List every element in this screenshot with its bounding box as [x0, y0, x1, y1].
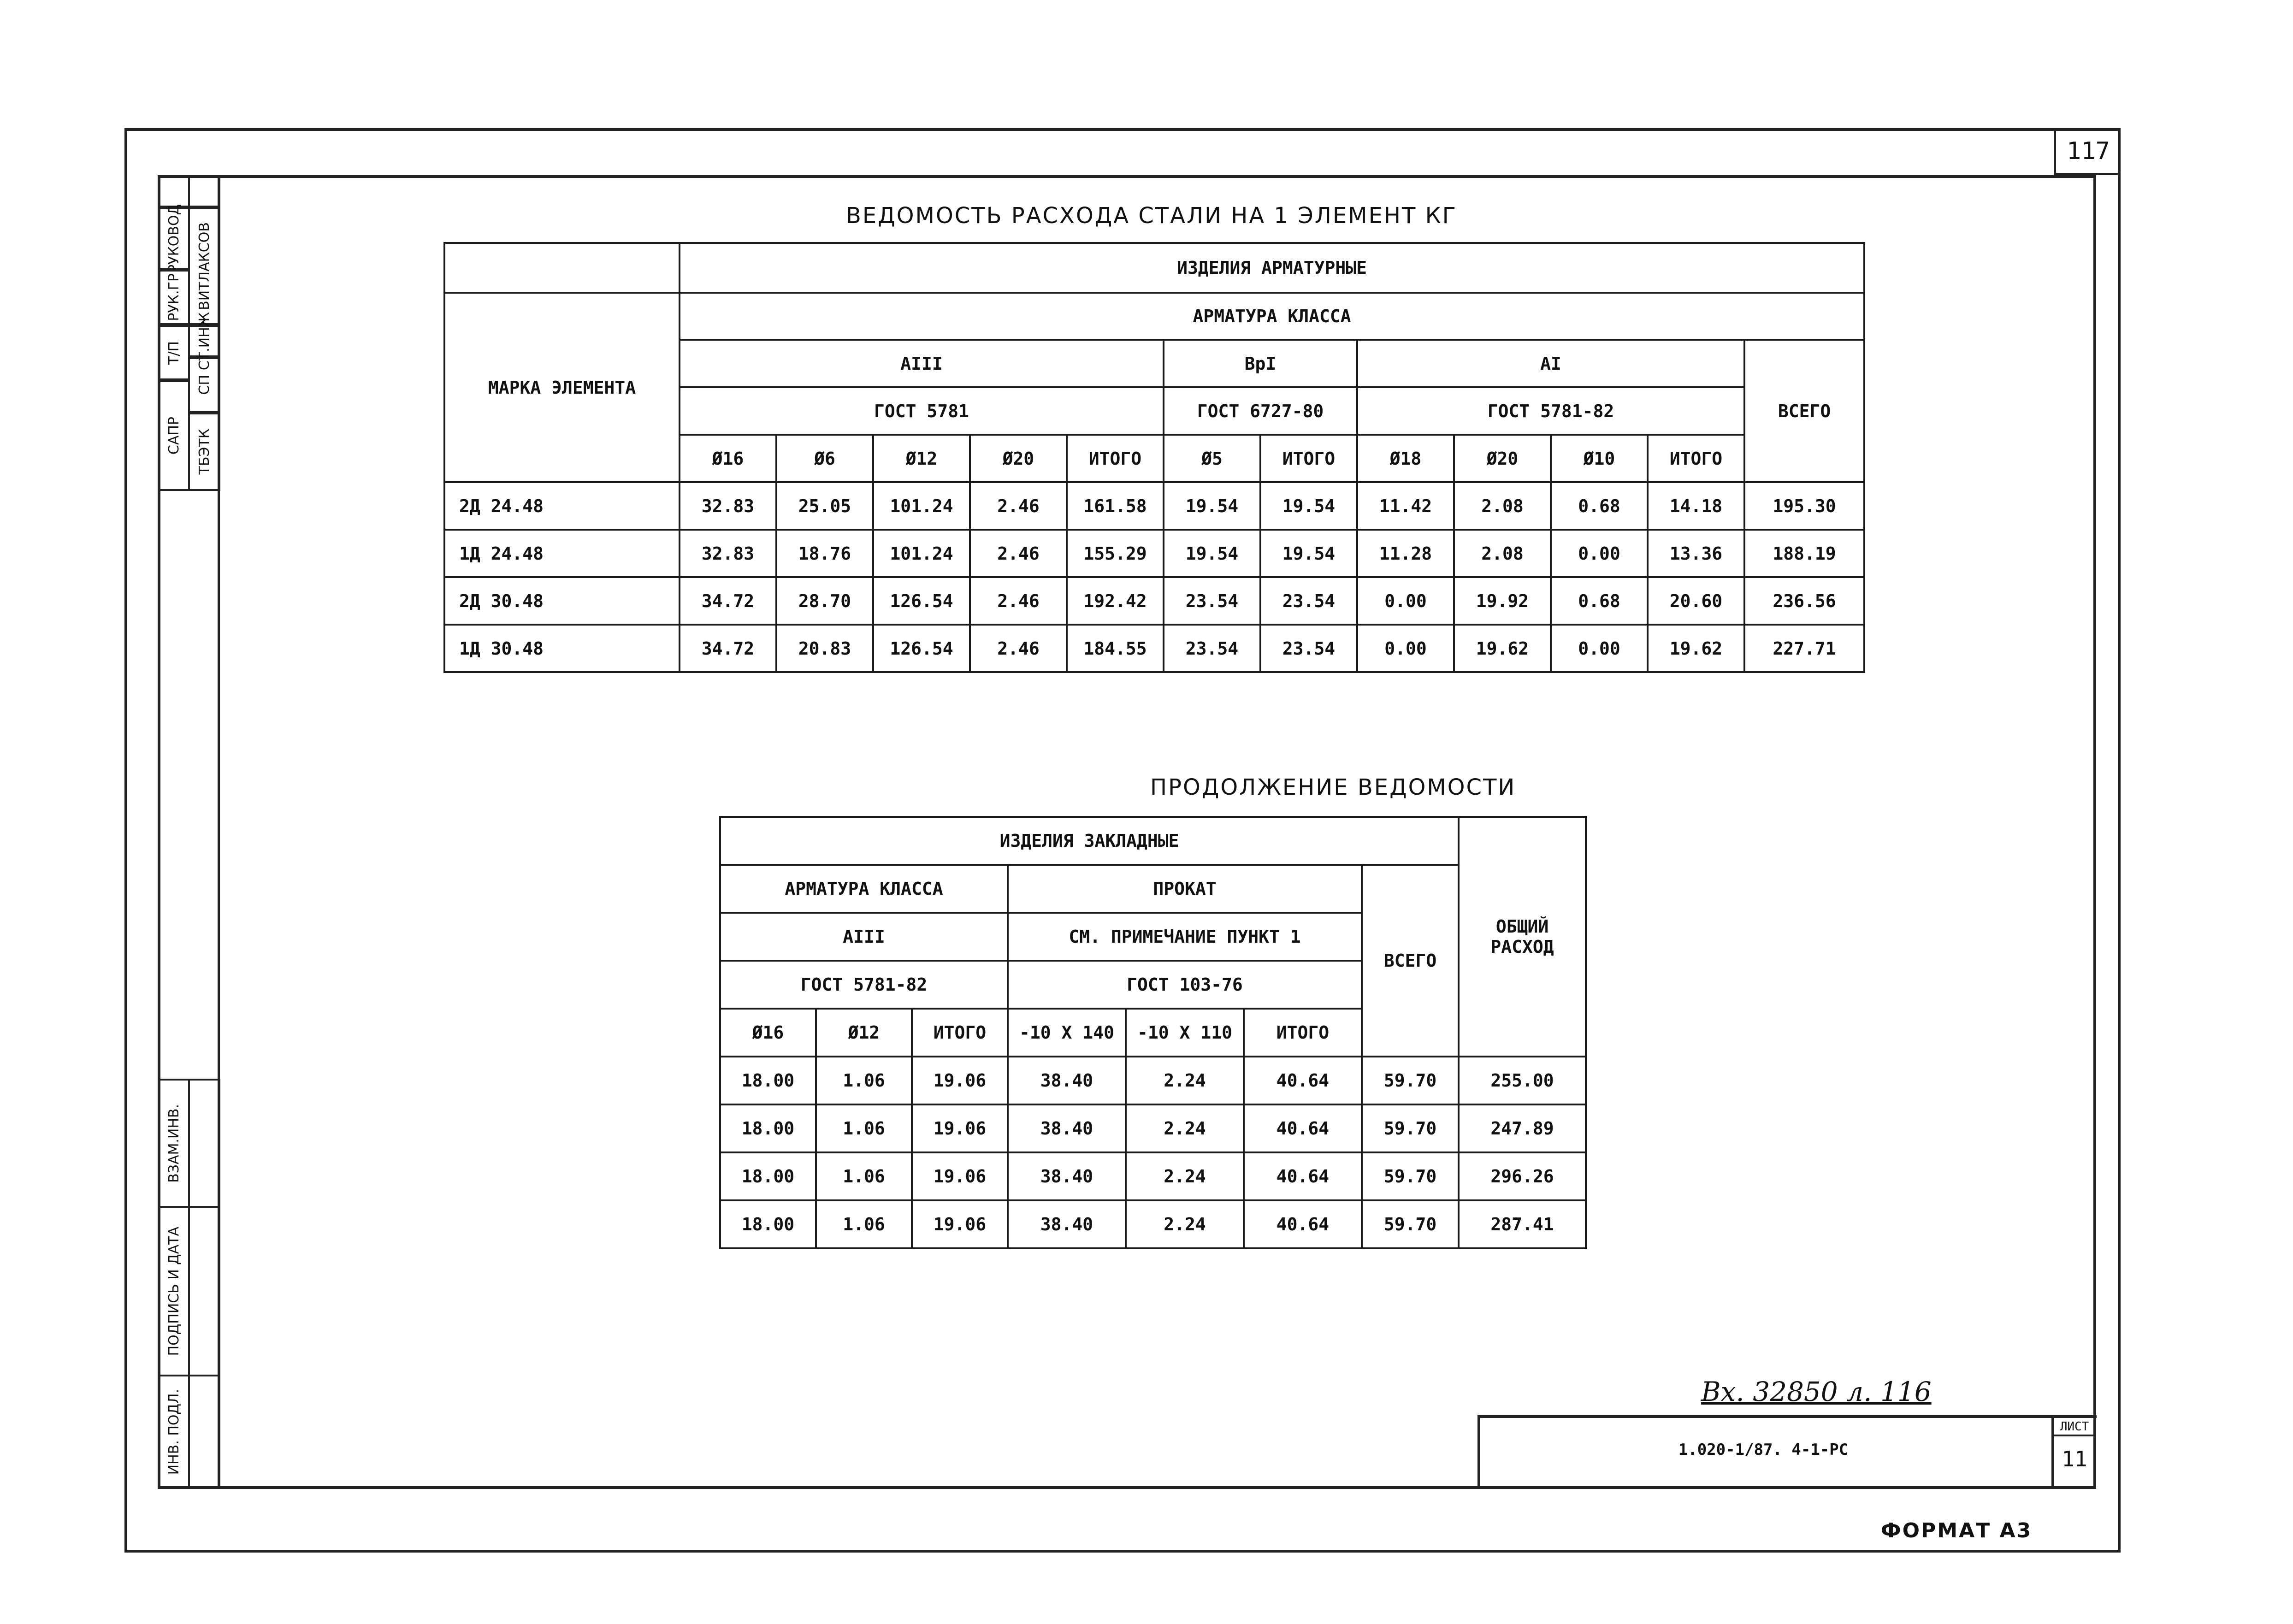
cell: 2.24	[1126, 1057, 1244, 1104]
cell: 23.54	[1164, 577, 1260, 625]
stamp-blank	[188, 1375, 220, 1489]
table-row	[444, 482, 1864, 530]
cell: 38.40	[1008, 1152, 1126, 1200]
cell: 192.42	[1067, 577, 1164, 625]
cell: 40.64	[1244, 1152, 1362, 1200]
cell: 23.54	[1260, 625, 1357, 672]
cell: 2.08	[1454, 530, 1551, 577]
cell: 19.92	[1454, 577, 1551, 625]
column-header: Ø10	[1551, 435, 1648, 482]
handwritten-note: Вх. 32850 л. 116	[1701, 1376, 1932, 1407]
cell: 59.70	[1362, 1200, 1459, 1248]
cell: 2.24	[1126, 1152, 1244, 1200]
stamp-cell	[158, 380, 190, 491]
stamp-text: ИНВ. ПОДЛ.	[165, 1388, 182, 1475]
group2-gost: ГОСТ 6727-80	[1164, 387, 1357, 435]
cell: 1.06	[816, 1200, 912, 1248]
cell: 19.06	[912, 1057, 1008, 1104]
sheet-number: 117	[2054, 128, 2121, 175]
cell-total: 227.71	[1744, 625, 1864, 672]
group2-class: ВрI	[1164, 340, 1357, 387]
header-products: ИЗДЕЛИЯ ЗАКЛАДНЫЕ	[720, 817, 1459, 865]
cell: 1.06	[816, 1152, 912, 1200]
table-row	[720, 1152, 1586, 1200]
gost-rolled: ГОСТ 103-76	[1008, 961, 1362, 1009]
stamp-cell	[188, 357, 220, 413]
cell: 0.68	[1551, 482, 1648, 530]
cell: 19.62	[1648, 625, 1744, 672]
cell: 18.00	[720, 1057, 816, 1104]
cell: 155.29	[1067, 530, 1164, 577]
cell: 2.24	[1126, 1200, 1244, 1248]
cell: 2.46	[970, 482, 1067, 530]
stamp-cell	[158, 1079, 190, 1208]
column-header: ИТОГО	[1067, 435, 1164, 482]
cell: 38.40	[1008, 1200, 1126, 1248]
cell: 18.00	[720, 1200, 816, 1248]
rolled-note: СМ. ПРИМЕЧАНИЕ ПУНКТ 1	[1008, 913, 1362, 961]
group1-class: АIII	[680, 340, 1164, 387]
column-header: Ø6	[776, 435, 873, 482]
cell: 18.00	[720, 1152, 816, 1200]
group1-gost: ГОСТ 5781	[680, 387, 1164, 435]
cell: 23.54	[1260, 577, 1357, 625]
column-header: -10 X 140	[1008, 1009, 1126, 1057]
column-header: ИТОГО	[912, 1009, 1008, 1057]
column-header: Ø20	[970, 435, 1067, 482]
column-header: Ø5	[1164, 435, 1260, 482]
cell: 2.24	[1126, 1104, 1244, 1152]
continuation-title: ПРОДОЛЖЕНИЕ ВЕДОМОСТИ	[1150, 774, 1516, 800]
table-row	[444, 577, 1864, 625]
cell: 32.83	[680, 482, 776, 530]
cell: 19.06	[912, 1152, 1008, 1200]
header-class: АРМАТУРА КЛАССА	[720, 865, 1008, 913]
table-row	[444, 530, 1864, 577]
cell: 59.70	[1362, 1104, 1459, 1152]
stamp-text: САПР	[165, 416, 182, 455]
cell: 126.54	[873, 625, 970, 672]
header-rolled: ПРОКАТ	[1008, 865, 1362, 913]
stamp-blank-2	[188, 175, 220, 207]
cell: 59.70	[1362, 1057, 1459, 1104]
table-row	[444, 625, 1864, 672]
row-mark: 2Д 30.48	[444, 577, 680, 625]
row-mark: 1Д 30.48	[444, 625, 680, 672]
group3-gost: ГОСТ 5781-82	[1357, 387, 1744, 435]
cell: 0.00	[1551, 530, 1648, 577]
cell: 19.54	[1164, 530, 1260, 577]
column-header: Ø20	[1454, 435, 1551, 482]
stamp-cell	[158, 270, 190, 325]
document-code: 1.020-1/87. 4-1-РС	[1678, 1441, 1849, 1459]
column-header: Ø12	[873, 435, 970, 482]
stamp-text: ВИТЛАКСОВ	[196, 222, 213, 310]
cell-overall: 287.41	[1459, 1200, 1586, 1248]
cell: 0.00	[1551, 625, 1648, 672]
cell: 1.06	[816, 1104, 912, 1152]
cell: 34.72	[680, 577, 776, 625]
row-mark: 2Д 24.48	[444, 482, 680, 530]
cell: 11.28	[1357, 530, 1454, 577]
stamp-cell	[188, 207, 220, 325]
format-label: ФОРМАТ А3	[1881, 1519, 2033, 1542]
cell: 28.70	[776, 577, 873, 625]
row-mark: 1Д 24.48	[444, 530, 680, 577]
cell: 19.06	[912, 1200, 1008, 1248]
column-header: ИТОГО	[1260, 435, 1357, 482]
cell: 38.40	[1008, 1057, 1126, 1104]
stamp-text: Т/П	[165, 341, 182, 365]
stamp-cell	[188, 312, 220, 371]
table-row	[720, 1104, 1586, 1152]
stamp-text: ТБЭТК	[196, 429, 213, 475]
cell: 14.18	[1648, 482, 1744, 530]
stamp-text: СП	[196, 375, 213, 395]
group3-class: АI	[1357, 340, 1744, 387]
cell-overall: 247.89	[1459, 1104, 1586, 1152]
cell-overall: 255.00	[1459, 1057, 1586, 1104]
stamp-blank	[188, 1079, 220, 1208]
header-overall: ОБЩИЙ РАСХОД	[1459, 817, 1586, 1057]
cell: 2.08	[1454, 482, 1551, 530]
cell: 1.06	[816, 1057, 912, 1104]
cell: 18.00	[720, 1104, 816, 1152]
header-mark: МАРКА ЭЛЕМЕНТА	[444, 293, 680, 482]
cell: 40.64	[1244, 1057, 1362, 1104]
cell: 20.83	[776, 625, 873, 672]
table-row	[720, 1200, 1586, 1248]
stamp-blank-1	[158, 175, 190, 207]
cell: 32.83	[680, 530, 776, 577]
cell: 19.54	[1260, 482, 1357, 530]
cell-total: 236.56	[1744, 577, 1864, 625]
column-header: ИТОГО	[1648, 435, 1744, 482]
stamp-cell	[158, 204, 190, 273]
cell: 2.46	[970, 577, 1067, 625]
cell: 13.36	[1648, 530, 1744, 577]
cell: 23.54	[1164, 625, 1260, 672]
steel-consumption-table	[443, 242, 1865, 673]
header-total: ВСЕГО	[1744, 340, 1864, 482]
cell: 20.60	[1648, 577, 1744, 625]
column-header: Ø16	[680, 435, 776, 482]
cell: 101.24	[873, 482, 970, 530]
cell: 2.46	[970, 625, 1067, 672]
cell: 34.72	[680, 625, 776, 672]
cell: 19.54	[1164, 482, 1260, 530]
header-total: ВСЕГО	[1362, 865, 1459, 1057]
stamp-text: РУК.ГР	[165, 273, 182, 321]
page-title: ВЕДОМОСТЬ РАСХОДА СТАЛИ НА 1 ЭЛЕМЕНТ КГ	[846, 203, 1457, 229]
cell-total: 195.30	[1744, 482, 1864, 530]
header-class: АРМАТУРА КЛАССА	[680, 293, 1864, 340]
cell-total: 188.19	[1744, 530, 1864, 577]
stamp-text: РУКОВОД	[165, 204, 182, 273]
column-header: Ø12	[816, 1009, 912, 1057]
cell: 19.06	[912, 1104, 1008, 1152]
column-header: ИТОГО	[1244, 1009, 1362, 1057]
column-header: Ø18	[1357, 435, 1454, 482]
cell: 0.00	[1357, 625, 1454, 672]
column-header: Ø16	[720, 1009, 816, 1057]
cell-overall: 296.26	[1459, 1152, 1586, 1200]
sheet-page-number: 11	[2062, 1447, 2087, 1471]
embedded-products-table	[719, 816, 1587, 1249]
stamp-cell	[188, 413, 220, 491]
sheet-label: ЛИСТ	[2054, 1419, 2095, 1436]
stamp-text: ПОДПИСЬ И ДАТА	[165, 1226, 182, 1356]
cell: 0.68	[1551, 577, 1648, 625]
header-products: ИЗДЕЛИЯ АРМАТУРНЫЕ	[680, 243, 1864, 293]
stamp-blank	[188, 1206, 220, 1376]
cell: 19.62	[1454, 625, 1551, 672]
class-value: АIII	[720, 913, 1008, 961]
table-row	[720, 1057, 1586, 1104]
corner-cell	[444, 243, 680, 293]
cell: 184.55	[1067, 625, 1164, 672]
cell: 40.64	[1244, 1200, 1362, 1248]
cell: 18.76	[776, 530, 873, 577]
gost-class: ГОСТ 5781-82	[720, 961, 1008, 1009]
cell: 161.58	[1067, 482, 1164, 530]
cell: 2.46	[970, 530, 1067, 577]
cell: 25.05	[776, 482, 873, 530]
stamp-text: ВЗАМ.ИНВ.	[165, 1104, 182, 1183]
cell: 19.54	[1260, 530, 1357, 577]
cell: 59.70	[1362, 1152, 1459, 1200]
cell: 126.54	[873, 577, 970, 625]
stamp-text: СТ.ИНЖ	[196, 312, 213, 371]
cell: 40.64	[1244, 1104, 1362, 1152]
cell: 38.40	[1008, 1104, 1126, 1152]
stamp-cell	[158, 1375, 190, 1489]
column-header: -10 X 110	[1126, 1009, 1244, 1057]
stamp-cell	[158, 325, 190, 380]
cell: 11.42	[1357, 482, 1454, 530]
stamp-cell	[158, 1206, 190, 1376]
cell: 0.00	[1357, 577, 1454, 625]
cell: 101.24	[873, 530, 970, 577]
